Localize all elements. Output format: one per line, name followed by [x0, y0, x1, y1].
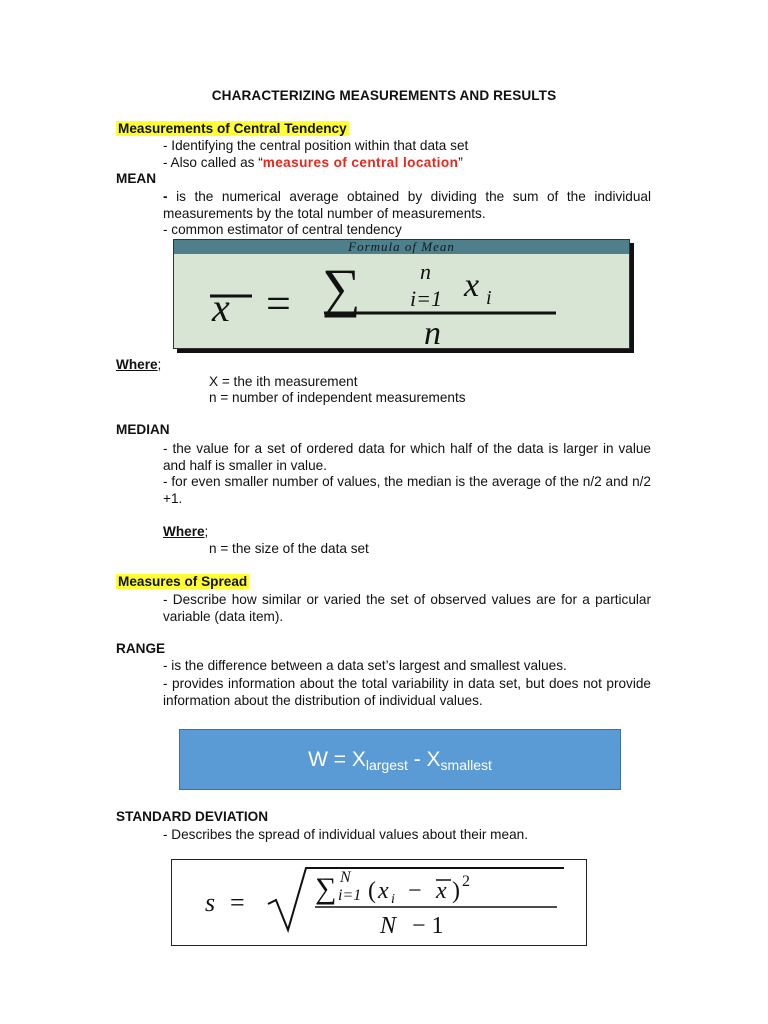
range-formula-minus-x: - X — [407, 748, 441, 771]
sd-close-paren: ) — [452, 878, 460, 904]
sd-sum-sign: ∑ — [315, 872, 337, 905]
median-where-label: Where — [163, 524, 205, 539]
range-desc-2: - provides information about the total variability in data set, but does not provide information about the distribution of individual values. — [163, 676, 651, 708]
sd-minus: − — [408, 878, 422, 904]
sum-upper-n: n — [420, 259, 431, 284]
sd-xbar: x — [436, 878, 447, 904]
x-i-subscript: i — [486, 287, 492, 309]
denominator-n: n — [424, 315, 441, 348]
median-where — [163, 523, 208, 540]
sd-sum-lower: i=1 — [338, 887, 362, 904]
sd-square: 2 — [462, 873, 470, 890]
central-tendency-heading — [116, 121, 349, 136]
sd-desc: - Describes the spread of individual values about their mean. — [163, 827, 528, 842]
spread-desc: - Describe how similar or varied the set of observed values are for a particular variable (data item). — [163, 592, 651, 624]
mean-dash: - — [163, 189, 168, 204]
sd-formula-image — [171, 859, 587, 946]
central-tendency-heading-text: Measurements of Central Tendency — [118, 121, 347, 136]
median-where-sep: ; — [204, 524, 209, 539]
mean-where-x: X = the ith measurement — [209, 374, 358, 389]
median-heading: MEDIAN — [116, 422, 170, 437]
mean-description — [163, 188, 651, 222]
mean-desc-text: is the numerical average obtained by dividing the sum of the individual measurements by the total number of measurements. — [163, 189, 652, 221]
range-formula-smallest: smallest — [440, 757, 492, 773]
x-symbol: x — [212, 285, 230, 330]
s-symbol: s — [205, 888, 216, 917]
mean-where — [116, 356, 161, 373]
sd-heading: STANDARD DEVIATION — [116, 809, 269, 824]
sum-lower-i: i=1 — [410, 286, 442, 311]
measures-of-central-location: measures of central location — [262, 155, 459, 170]
range-formula-box — [179, 729, 621, 790]
sd-xi-sub: i — [391, 892, 395, 907]
mean-where-n: n = number of independent measurements — [209, 390, 466, 405]
spread-heading-text: Measures of Spread — [118, 574, 248, 589]
mean-where-label: Where — [116, 357, 158, 372]
median-desc-1: - the value for a set of ordered data for which half of the data is larger in value and half is smaller in value. — [163, 441, 651, 473]
median-where-n: n = the size of the data set — [209, 541, 369, 556]
range-formula-largest: largest — [365, 757, 408, 773]
central-line-2-suffix: ” — [458, 155, 463, 170]
central-line-2-prefix: - Also called as “ — [163, 155, 263, 170]
sd-denominator-n: N — [380, 913, 397, 939]
sd-xi: x — [378, 878, 389, 904]
sum-sign: ∑ — [322, 258, 361, 318]
spread-heading — [116, 574, 249, 589]
sd-formula-svg — [172, 860, 586, 945]
equals-sign: = — [266, 279, 291, 328]
mean-formula-image — [173, 239, 630, 349]
range-formula-w: W = X — [308, 748, 366, 771]
sd-sum-upper: N — [340, 869, 351, 886]
mean-heading: MEAN — [116, 171, 157, 186]
median-desc-2: - for even smaller number of values, the median is the average of the n/2 and n/2 +1. — [163, 474, 651, 506]
mean-estimator: - common estimator of central tendency — [163, 222, 402, 237]
mean-where-sep: ; — [157, 357, 162, 372]
x-i-symbol: x — [464, 267, 480, 304]
mean-formula-svg — [174, 240, 629, 348]
sd-equals: = — [230, 888, 245, 917]
central-line-1: - Identifying the central position within that data set — [163, 138, 469, 153]
page-title: CHARACTERIZING MEASUREMENTS AND RESULTS — [211, 88, 557, 103]
range-heading: RANGE — [116, 641, 166, 656]
central-line-2 — [163, 154, 463, 171]
sd-numerator: ( — [368, 878, 376, 904]
mean-formula-banner: Formula of Mean — [174, 240, 629, 254]
range-desc-1: - is the difference between a data set’s largest and smallest values. — [163, 658, 567, 673]
sd-denominator-rest: − 1 — [412, 913, 444, 939]
